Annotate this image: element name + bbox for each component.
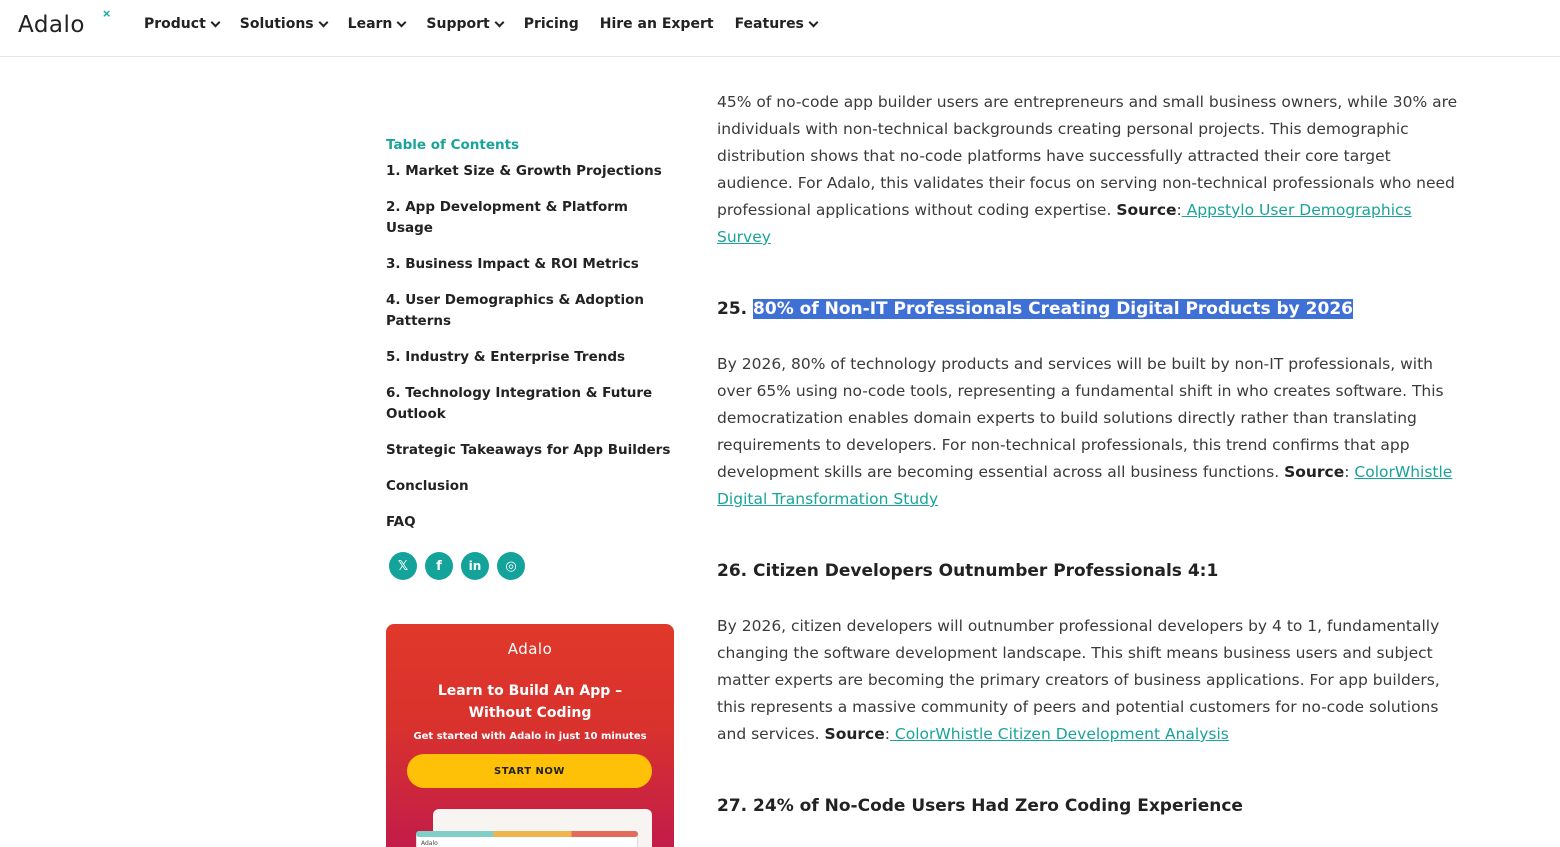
- toc-item-app-development[interactable]: 2. App Development & Platform Usage: [386, 199, 628, 236]
- nav-features[interactable]: [735, 14, 817, 34]
- paragraph-text: By 2026, citizen developers will outnumber professional developers by 4 to 1, fundamentally changing the software development landscape. This shift means business users and subject matter experts are becoming the primary creators of business applications. For app builders, this represents a massive community of peers and potential customers for no-code solutions and services.: [717, 617, 1440, 743]
- heading-title-selected: 80% of Non-IT Professionals Creating Digital Products by 2026: [753, 299, 1353, 319]
- toc-item-industry-trends[interactable]: 5. Industry & Enterprise Trends: [386, 349, 626, 365]
- promo-headline: [386, 680, 674, 724]
- facebook-icon[interactable]: f: [425, 552, 453, 580]
- site-header: [0, 0, 1560, 57]
- table-of-contents: [386, 137, 676, 548]
- promo-card: [386, 624, 674, 847]
- source-link-appstylo[interactable]: Appstylo User Demographics Survey: [717, 201, 1412, 246]
- instagram-icon[interactable]: ◎: [497, 552, 525, 580]
- source-label: Source: [824, 725, 885, 743]
- nav-solutions[interactable]: [240, 14, 327, 34]
- source-link-colorwhistle-digital[interactable]: ColorWhistle Digital Transformation Study: [717, 463, 1453, 508]
- source-separator: :: [1344, 463, 1355, 481]
- toc-item-technology-integration[interactable]: 6. Technology Integration & Future Outlook: [386, 385, 653, 422]
- toc-item-conclusion[interactable]: Conclusion: [386, 478, 469, 494]
- chevron-down-icon: [494, 17, 504, 27]
- promo-screenshot-bar: [416, 831, 638, 837]
- toc-list: [386, 161, 676, 533]
- nav-label: Pricing: [523, 16, 579, 32]
- x-icon[interactable]: 𝕏: [389, 552, 417, 580]
- nav-hire-an-expert[interactable]: [600, 14, 714, 34]
- nav-label: Features: [734, 16, 804, 32]
- logo-spark-icon: ×: [102, 7, 112, 20]
- promo-mini-logo: Adalo: [421, 840, 438, 847]
- start-now-button[interactable]: START NOW: [407, 754, 652, 788]
- nav-label: Product: [144, 16, 206, 32]
- nav-pricing[interactable]: [524, 14, 579, 34]
- toc-item-user-demographics[interactable]: 4. User Demographics & Adoption Patterns: [386, 292, 644, 329]
- nav-label: Hire an Expert: [599, 16, 714, 32]
- chevron-down-icon: [210, 17, 220, 27]
- logo-wordmark: Adalo: [18, 12, 85, 38]
- nav-label: Learn: [347, 16, 393, 32]
- toc-item-faq[interactable]: FAQ: [386, 514, 416, 530]
- linkedin-icon[interactable]: in: [461, 552, 489, 580]
- main-nav: [144, 14, 838, 34]
- toc-item-business-impact[interactable]: 3. Business Impact & ROI Metrics: [386, 256, 639, 272]
- paragraph-24: [717, 89, 1469, 251]
- source-label: Source: [1116, 201, 1177, 219]
- heading-number: 25.: [717, 299, 754, 319]
- promo-headline-line-1: Learn to Build An App –: [437, 683, 623, 699]
- promo-subtitle: Get started with Adalo in just 10 minutes: [413, 731, 647, 742]
- adalo-logo[interactable]: [18, 7, 112, 40]
- paragraph-text: By 2026, 80% of technology products and services will be built by non-IT professionals, with over 65% using no-code tools, representing a fundamental shift in who creates software. This democratization enables domain experts to build solutions directly rather than translating requirements to developers. For non-technical professionals, this trend confirms that app development skills are becoming essential across all business functions.: [717, 355, 1444, 481]
- source-link-colorwhistle-citizen[interactable]: ColorWhistle Citizen Development Analysis: [889, 725, 1229, 743]
- section-heading-27: 27. 24% of No-Code Users Had Zero Coding Experience: [717, 796, 1243, 816]
- promo-headline-line-2: Without Coding: [468, 705, 592, 721]
- chevron-down-icon: [318, 17, 328, 27]
- toc-item-market-size[interactable]: 1. Market Size & Growth Projections: [386, 163, 662, 179]
- source-separator: :: [884, 725, 890, 743]
- section-heading-25: [717, 299, 1353, 319]
- paragraph-text: 45% of no-code app builder users are entrepreneurs and small business owners, while 30% are individuals with non-technical backgrounds creating personal projects. This demographic distribution shows that no-code platforms have successfully attracted their core target audience. For Adalo, this validates their focus on serving non-technical professionals who need professional applications without coding expertise.: [717, 93, 1458, 219]
- paragraph-26: [717, 613, 1469, 748]
- nav-label: Solutions: [239, 16, 314, 32]
- toc-item-strategic-takeaways[interactable]: Strategic Takeaways for App Builders: [386, 442, 671, 458]
- nav-label: Support: [426, 16, 490, 32]
- nav-learn[interactable]: [348, 14, 406, 34]
- toc-title: Table of Contents: [386, 137, 520, 153]
- promo-logo: Adalo: [507, 640, 553, 658]
- chevron-down-icon: [397, 17, 407, 27]
- nav-support[interactable]: [426, 14, 502, 34]
- paragraph-25: [717, 351, 1469, 513]
- chevron-down-icon: [808, 17, 818, 27]
- section-heading-26: 26. Citizen Developers Outnumber Professionals 4:1: [717, 561, 1219, 581]
- source-separator: :: [1176, 201, 1182, 219]
- source-label: Source: [1284, 463, 1345, 481]
- social-share: [389, 552, 525, 580]
- nav-product[interactable]: [144, 14, 219, 34]
